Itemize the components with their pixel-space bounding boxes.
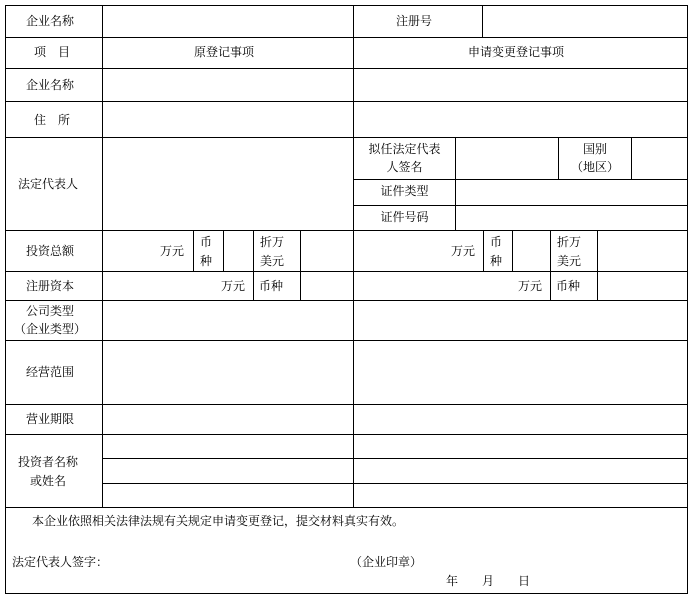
proposed-rep-signature-field[interactable] xyxy=(456,138,558,179)
business-term-row-label: 营业期限 xyxy=(26,412,75,426)
registered-capital-original-currency[interactable] xyxy=(301,272,353,300)
usd-label-line2: 美元 xyxy=(557,254,582,268)
investor-change-field-1[interactable] xyxy=(354,435,687,458)
col-line xyxy=(550,271,551,301)
investor-label-line2: 或姓名 xyxy=(30,474,67,488)
total-investment-row-label: 投资总额 xyxy=(26,244,75,258)
registered-capital-change-amount[interactable] xyxy=(354,272,516,300)
country-field[interactable] xyxy=(632,138,687,179)
company-name-header-field[interactable] xyxy=(103,6,353,37)
reg-no-label: 注册号 xyxy=(396,14,433,28)
legal-rep-row-label: 法定代表人 xyxy=(18,177,79,191)
currency-label-line1: 币 xyxy=(200,235,213,249)
country-label-line2: （地区） xyxy=(570,160,619,174)
col-line xyxy=(483,230,484,272)
company-type-original-field[interactable] xyxy=(103,301,353,340)
business-scope-change-field[interactable] xyxy=(354,341,687,404)
wan-yuan-unit: 万元 xyxy=(451,244,476,258)
company-type-label-line1: 公司类型 xyxy=(26,304,75,318)
total-investment-original-usd[interactable] xyxy=(301,231,353,271)
company-seal-label: （企业印章） xyxy=(350,555,423,569)
address-row-label: 住 所 xyxy=(34,113,71,127)
proposed-rep-label-line2: 人签名 xyxy=(386,160,423,174)
registered-capital-original-amount[interactable] xyxy=(103,272,218,300)
investor-original-field-3[interactable] xyxy=(103,484,353,507)
company-name-header-label: 企业名称 xyxy=(26,14,75,28)
investor-original-field-2[interactable] xyxy=(103,459,353,483)
total-investment-change-usd[interactable] xyxy=(598,231,687,271)
business-term-original-field[interactable] xyxy=(103,405,353,434)
usd-label-line1: 折万 xyxy=(557,235,582,249)
original-column-heading: 原登记事项 xyxy=(194,45,255,59)
company-type-label-line2: （企业类型） xyxy=(14,322,87,336)
signature-field[interactable] xyxy=(120,548,340,572)
company-name-original-field[interactable] xyxy=(103,69,353,101)
col-line xyxy=(253,230,254,272)
date-label: 年 月 日 xyxy=(446,574,531,588)
total-investment-original-currency[interactable] xyxy=(224,231,253,271)
currency-label-line2: 种 xyxy=(490,254,503,268)
business-scope-original-field[interactable] xyxy=(103,341,353,404)
usd-label-line1: 折万 xyxy=(260,235,285,249)
item-column-heading: 项 目 xyxy=(34,45,71,59)
currency-label: 币种 xyxy=(556,279,581,293)
total-investment-change-amount[interactable] xyxy=(354,231,449,271)
table-border-left xyxy=(5,5,6,594)
id-number-field[interactable] xyxy=(456,206,687,230)
wan-yuan-unit: 万元 xyxy=(221,279,246,293)
usd-label-line2: 美元 xyxy=(260,254,285,268)
wan-yuan-unit: 万元 xyxy=(160,244,185,258)
table-border-bottom xyxy=(5,593,688,594)
id-type-label: 证件类型 xyxy=(380,184,429,198)
reg-no-field[interactable] xyxy=(483,6,687,37)
change-column-heading: 申请变更登记事项 xyxy=(468,45,565,59)
col-line xyxy=(193,230,194,272)
address-change-field[interactable] xyxy=(354,102,687,137)
row-line xyxy=(5,507,688,508)
legal-rep-original-field[interactable] xyxy=(103,138,353,230)
company-type-change-field[interactable] xyxy=(354,301,687,340)
currency-label-line1: 币 xyxy=(490,235,503,249)
country-label-line1: 国别 xyxy=(582,142,607,156)
id-number-label: 证件号码 xyxy=(380,210,429,224)
business-term-change-field[interactable] xyxy=(354,405,687,434)
business-scope-row-label: 经营范围 xyxy=(26,365,75,379)
currency-label: 币种 xyxy=(259,279,284,293)
total-investment-change-currency[interactable] xyxy=(513,231,550,271)
signature-label: 法定代表人签字： xyxy=(12,555,109,569)
currency-label-line2: 种 xyxy=(200,254,213,268)
col-line xyxy=(253,271,254,301)
registered-capital-change-currency[interactable] xyxy=(598,272,687,300)
company-name-change-field[interactable] xyxy=(354,69,687,101)
company-name-row-label: 企业名称 xyxy=(26,78,75,92)
proposed-rep-label-line1: 拟任法定代表 xyxy=(368,142,441,156)
wan-yuan-unit: 万元 xyxy=(518,279,543,293)
row-line xyxy=(5,37,688,38)
investor-change-field-3[interactable] xyxy=(354,484,687,507)
table-border-right xyxy=(687,5,688,594)
registered-capital-row-label: 注册资本 xyxy=(26,279,75,293)
investor-label-line1: 投资者名称 xyxy=(18,455,79,469)
total-investment-original-amount[interactable] xyxy=(103,231,158,271)
address-original-field[interactable] xyxy=(103,102,353,137)
declaration-statement: 本企业依照相关法律法规有关规定申请变更登记，提交材料真实有效。 xyxy=(32,514,405,528)
col-line xyxy=(550,230,551,272)
id-type-field[interactable] xyxy=(456,180,687,205)
investor-original-field-1[interactable] xyxy=(103,435,353,458)
investor-change-field-2[interactable] xyxy=(354,459,687,483)
